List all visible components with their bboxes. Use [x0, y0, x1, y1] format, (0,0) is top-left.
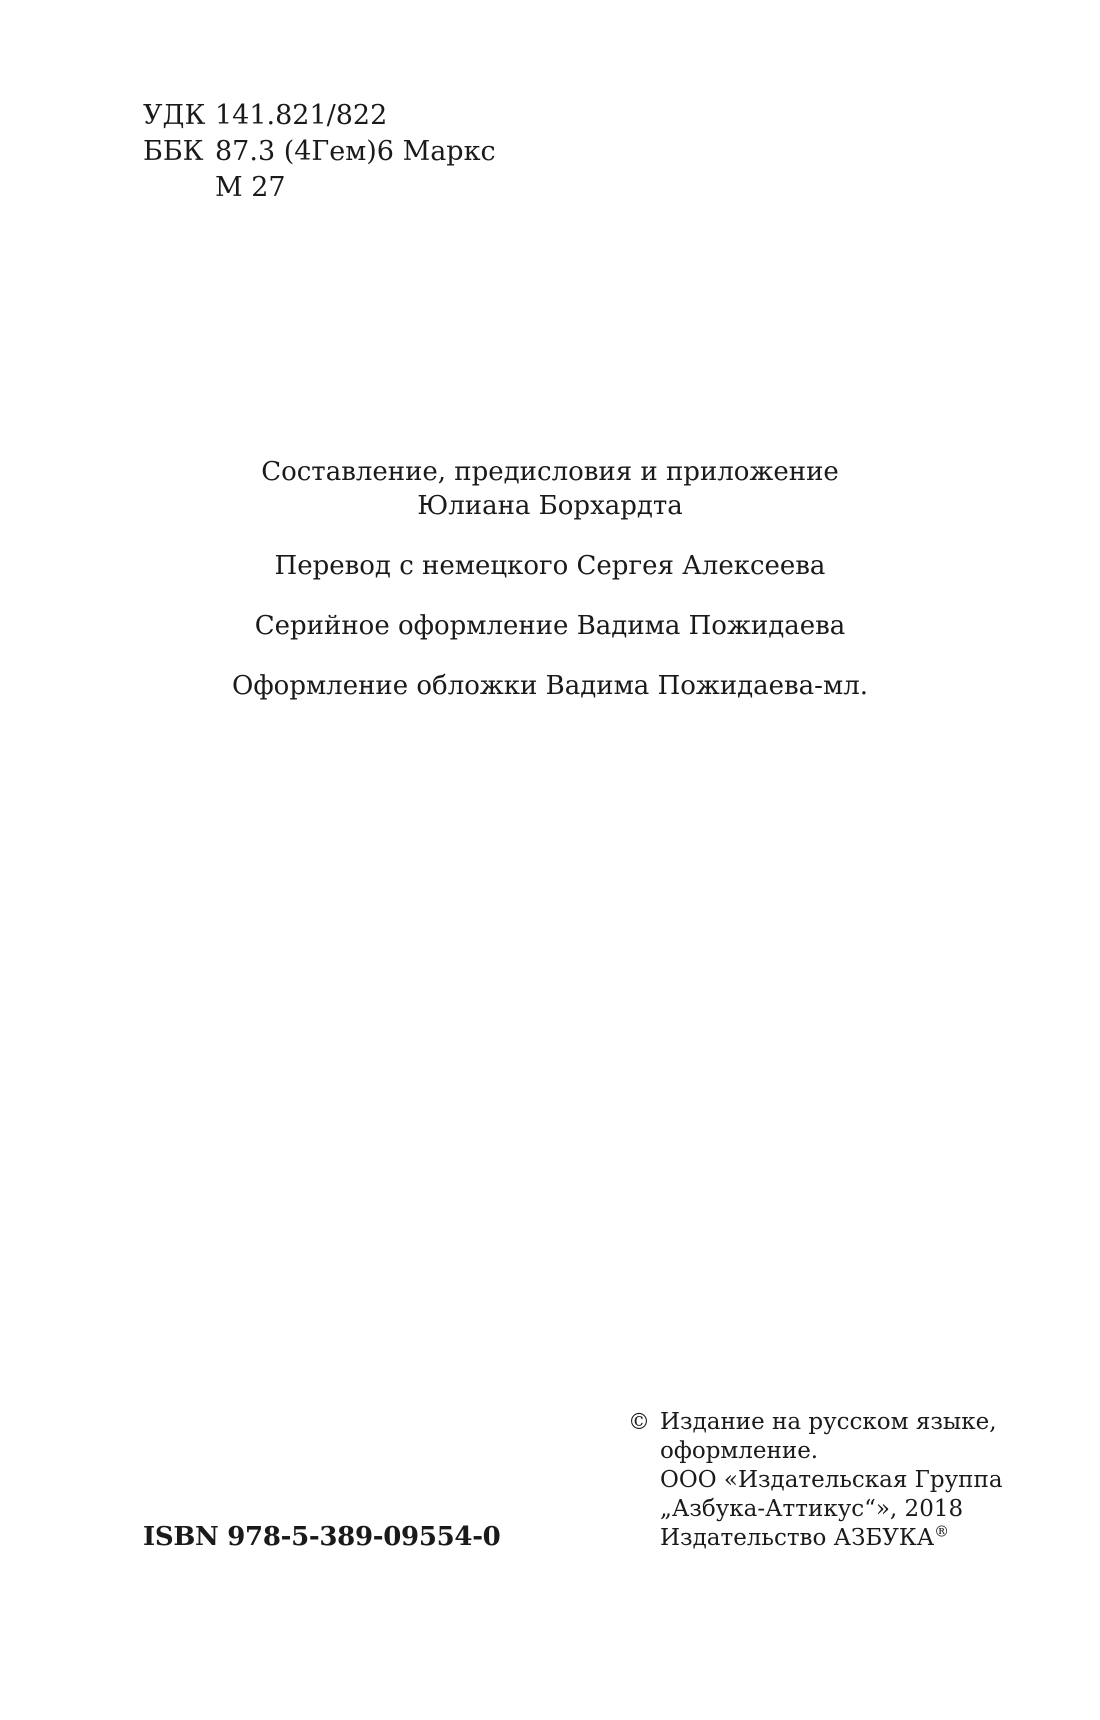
copyright-icon: ©	[628, 1410, 650, 1435]
translation-line: Перевод с немецкого Сергея Алексеева	[274, 551, 826, 581]
compilation-line-1: Составление, предисловия и приложение	[261, 457, 839, 487]
bbk-label: ББК	[143, 136, 204, 167]
credits-block	[0, 455, 1100, 729]
udk-value: 141.821/822	[215, 100, 388, 131]
copyright-line-1: Издание на русском языке,	[660, 1409, 997, 1435]
udk-row	[143, 98, 496, 134]
compilation-credit	[0, 455, 1100, 523]
cover-design-line: Оформление обложки Вадима Пожидаева-мл.	[232, 671, 868, 701]
copyright-line-5	[660, 1524, 1003, 1553]
copyright-line-2: оформление.	[660, 1438, 819, 1464]
copyright-text	[660, 1408, 1003, 1553]
isbn-number: ISBN 978-5-389-09554-0	[143, 1522, 501, 1552]
bbk-row	[143, 134, 496, 170]
author-sign-value: М 27	[215, 172, 286, 203]
author-sign-row	[143, 170, 496, 206]
series-design-line: Серийное оформление Вадима Пожидаева	[254, 611, 846, 641]
publisher-name: Издательство АЗБУКА	[660, 1525, 935, 1551]
compilation-line-2: Юлиана Борхардта	[417, 491, 683, 521]
classification-block	[143, 98, 496, 206]
cover-design-credit	[0, 669, 1100, 703]
translation-credit	[0, 549, 1100, 583]
registered-mark-icon: ®	[934, 1522, 950, 1541]
copyright-line-4: „Азбука-Аттикус“», 2018	[660, 1496, 964, 1522]
copyright-line-3: ООО «Издательская Группа	[660, 1467, 1003, 1493]
author-sign-label	[143, 170, 215, 206]
series-design-credit	[0, 609, 1100, 643]
bbk-value: 87.3 (4Гем)6 Маркс	[215, 136, 496, 167]
udk-label: УДК	[143, 100, 206, 131]
copyright-block	[628, 1408, 1003, 1553]
